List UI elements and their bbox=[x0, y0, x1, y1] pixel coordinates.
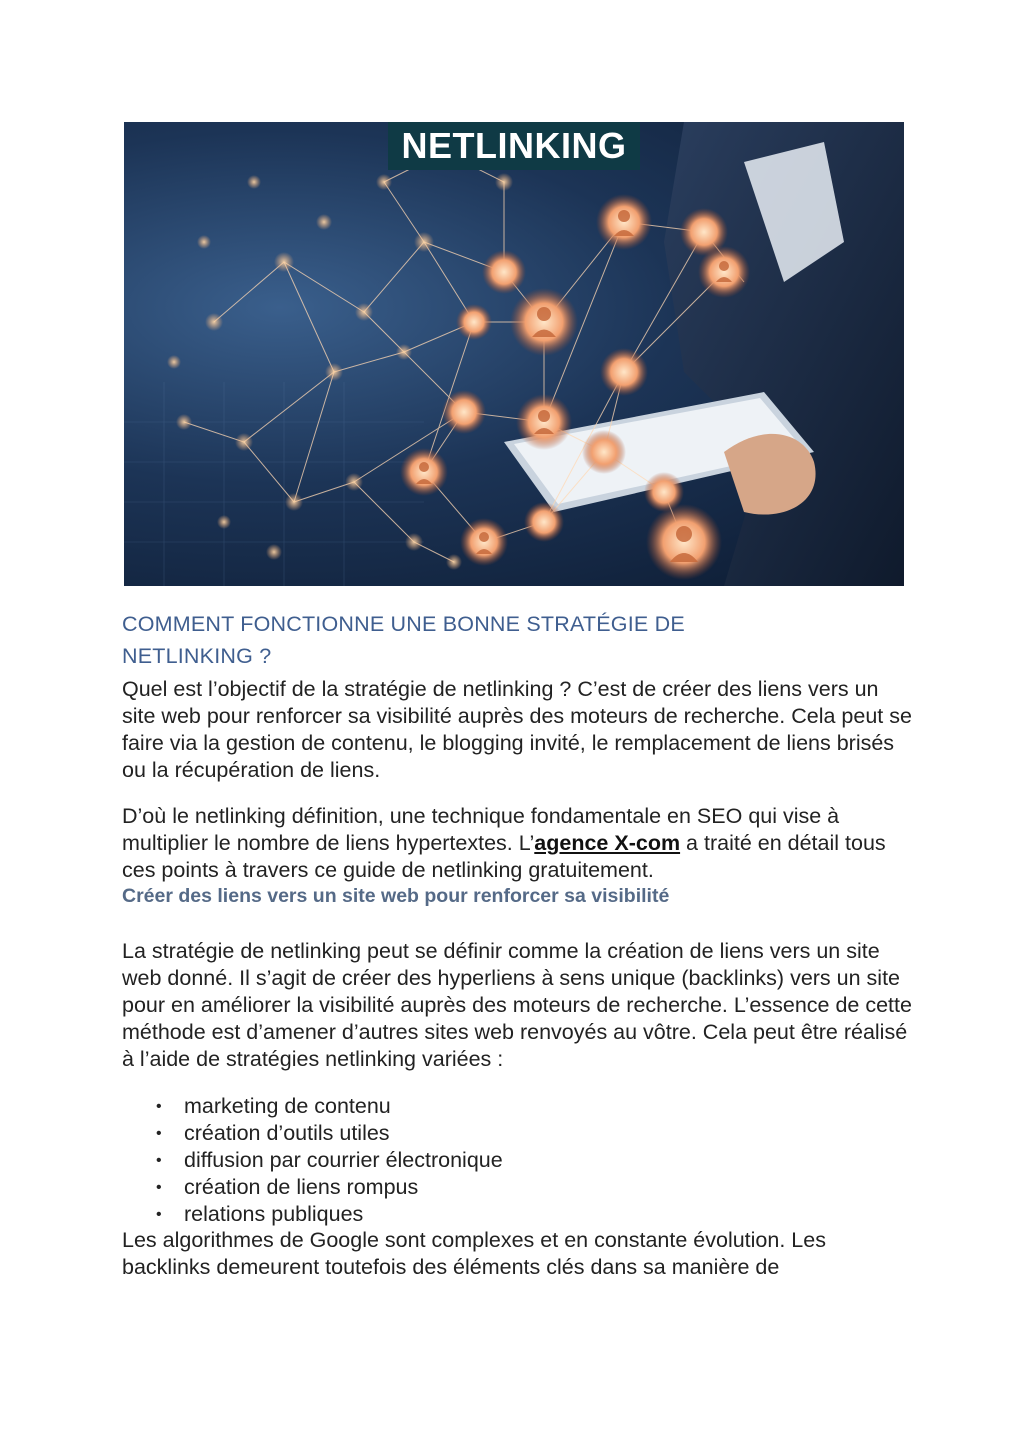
list-item: • création de liens rompus bbox=[122, 1174, 503, 1201]
list-item: • création d’outils utiles bbox=[122, 1120, 503, 1147]
strategies-list bbox=[122, 1093, 503, 1228]
list-item: • marketing de contenu bbox=[122, 1093, 503, 1120]
agence-x-com-link[interactable]: agence X-com bbox=[534, 831, 681, 855]
netlinking-hero-image bbox=[124, 122, 904, 586]
paragraph-algorithmes: Les algorithmes de Google sont complexes et en constante évolution. Les backlinks demeurent toutefois des éléments clés dans sa manière de bbox=[122, 1228, 826, 1279]
paragraph-definition-text-before: D’où le netlinking définition, une technique fondamentale en SEO qui vise à multiplier le nombre de liens hypertextes. L’ bbox=[122, 804, 840, 855]
paragraph-objective: Quel est l’objectif de la stratégie de netlinking ? C’est de créer des liens vers un site web pour renforcer sa visibilité auprès des moteurs de recherche. Cela peut se faire via la gestion de contenu, le blogging invité, le remplacement de liens brisés ou la récupération de liens. bbox=[122, 677, 912, 782]
article-heading bbox=[122, 608, 822, 672]
paragraph-definition bbox=[122, 803, 912, 884]
subheading-creer-des-liens: Créer des liens vers un site web pour renforcer sa visibilité bbox=[122, 885, 670, 907]
article-heading-line-1: COMMENT FONCTIONNE UNE BONNE STRATÉGIE DE bbox=[122, 612, 685, 636]
list-item: • relations publiques bbox=[122, 1201, 503, 1228]
paragraph-definition-text-after: a traité en détail tous ces points à travers ce guide de netlinking gratuitement. bbox=[122, 831, 886, 882]
netlinking-banner-text: NETLINKING bbox=[401, 125, 627, 166]
article-heading-line-2: NETLINKING ? bbox=[122, 644, 272, 668]
list-item: • diffusion par courrier électronique bbox=[122, 1147, 503, 1174]
paragraph-strategie: La stratégie de netlinking peut se définir comme la création de liens vers un site web donné. Il s’agit de créer des hyperliens à sens unique (backlinks) vers un site pour en améliorer la visibilité auprès des moteurs de recherche. L’essence de cette méthode est d’amener d’autres sites web renvoyés au vôtre. Cela peut être réalisé à l’aide de stratégies netlinking variées : bbox=[122, 939, 912, 1071]
network-illustration bbox=[124, 122, 904, 586]
